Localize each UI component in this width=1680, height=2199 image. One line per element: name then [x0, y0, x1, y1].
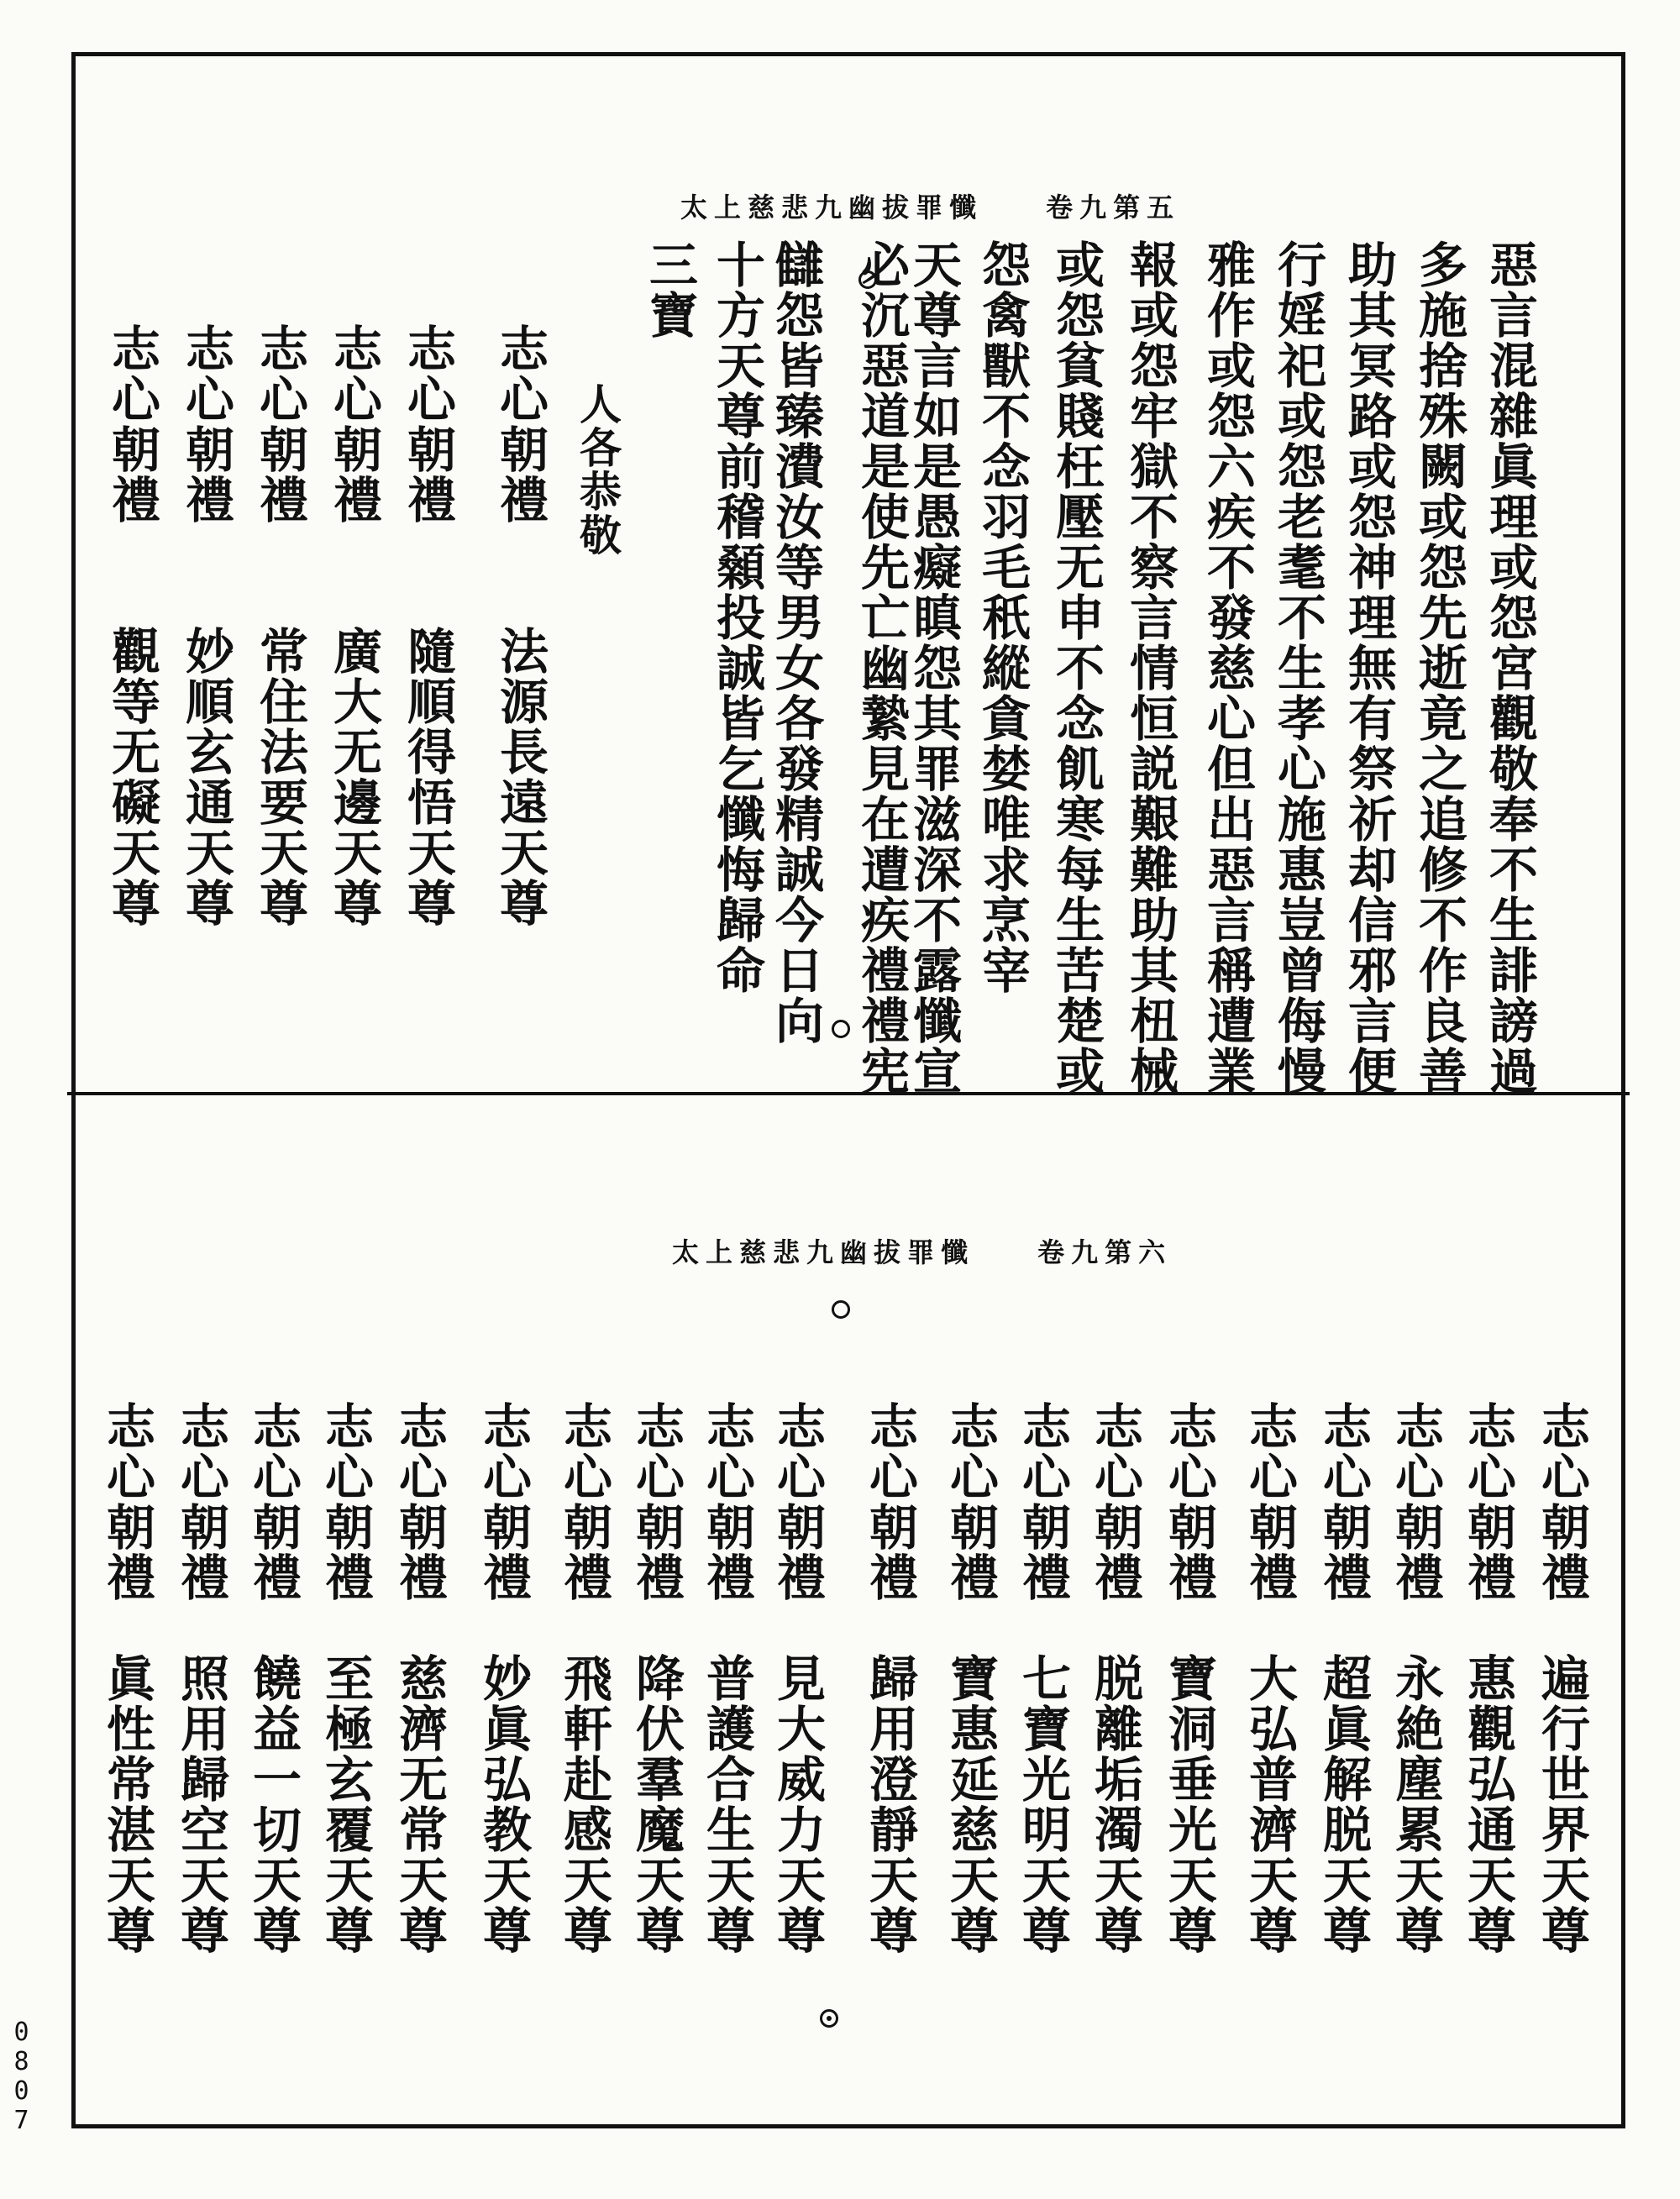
bottom-col-8: 志心朝禮 七寶光明天尊	[1014, 1401, 1071, 1955]
bottom-col-10: 志心朝禮 歸用澄靜天尊	[861, 1401, 918, 1955]
top-col-13: 三寶	[641, 239, 698, 340]
bottom-col-5: 志心朝禮 大弘普濟天尊	[1241, 1401, 1298, 1955]
circle-mark	[832, 1020, 850, 1038]
top-col-5: 雅作或怨六疾不發慈心但出惡言稱遭業	[1199, 239, 1256, 1096]
top-col-19: 志心朝禮 妙順玄通天尊	[177, 323, 234, 928]
bottom-col-2: 志心朝禮 惠觀弘通天尊	[1459, 1401, 1516, 1955]
top-col-16: 志心朝禮 隨順得悟天尊	[399, 323, 456, 928]
top-header-title: 太上慈悲九幽拔罪懺	[680, 192, 984, 223]
top-col-7: 或怨貧賤枉壓无申不念飢寒每生苦楚或	[1047, 239, 1105, 1096]
top-col-17: 志心朝禮 廣大无邊天尊	[325, 323, 382, 928]
top-col-10: 必沉惡道是使先亡幽縶見在遭疾禮禮宪	[853, 239, 910, 1096]
top-col-11: 讎怨皆臻㵒汝等男女各發精誠今日向	[767, 239, 824, 1046]
bottom-col-15: 志心朝禮 妙眞弘教天尊	[475, 1401, 532, 1955]
circle-mark	[820, 2009, 838, 2028]
bottom-col-14: 志心朝禮 飛軒赴感天尊	[555, 1401, 612, 1955]
bottom-col-16: 志心朝禮 慈濟无常天尊	[391, 1401, 448, 1955]
bottom-col-17: 志心朝禮 至極玄覆天尊	[317, 1401, 374, 1955]
top-col-6: 報或怨牢獄不察言情恒説艱難助其杻械	[1121, 239, 1179, 1096]
top-col-20: 志心朝禮 觀等无礙天尊	[103, 323, 160, 928]
bottom-header-title: 太上慈悲九幽拔罪懺	[672, 1236, 975, 1268]
top-col-14: 人各恭敬	[573, 382, 622, 557]
bottom-col-4: 志心朝禮 超眞解脱天尊	[1315, 1401, 1372, 1955]
bottom-col-3: 志心朝禮 永絶塵累天尊	[1387, 1401, 1444, 1955]
top-col-4: 行婬祀或怨老耄不生孝心施惠豈曾侮慢	[1269, 239, 1326, 1096]
bottom-col-18: 志心朝禮 饒益一切天尊	[244, 1401, 302, 1955]
bottom-col-11: 志心朝禮 見大威力天尊	[769, 1401, 826, 1955]
top-col-8: 怨禽獸不念羽毛秖縱貪婪唯求烹宰	[974, 239, 1031, 995]
bottom-header-volume: 卷九第六	[1037, 1236, 1173, 1268]
bottom-col-19: 志心朝禮 照用歸空天尊	[172, 1401, 229, 1955]
bottom-col-13: 志心朝禮 降伏羣魔天尊	[627, 1401, 685, 1955]
top-col-3: 助其冥路或怨神理無有祭祈却信邪言便	[1340, 239, 1397, 1096]
bottom-col-6: 志心朝禮 寶洞垂光天尊	[1160, 1401, 1217, 1955]
bottom-col-7: 志心朝禮 脱離垢濁天尊	[1086, 1401, 1143, 1955]
bottom-col-20: 志心朝禮 眞性常湛天尊	[98, 1401, 155, 1955]
top-header-volume: 卷九第五	[1046, 192, 1181, 223]
top-col-2: 多施捨殊闕或怨先逝竟之追修不作良善	[1410, 239, 1467, 1096]
folio-number: 0807	[7, 2018, 36, 2135]
circle-mark	[858, 270, 877, 289]
top-page-header	[680, 186, 1180, 225]
circle-mark	[832, 1300, 850, 1319]
top-col-1: 惡言混雜眞理或怨宮觀敬奉不生誹謗過	[1481, 239, 1538, 1096]
top-col-18: 志心朝禮 常住法要天尊	[251, 323, 308, 928]
bottom-col-9: 志心朝禮 寶惠延慈天尊	[942, 1401, 999, 1955]
bottom-col-12: 志心朝禮 普護合生天尊	[698, 1401, 755, 1955]
top-col-15: 志心朝禮 法源長遠天尊	[491, 323, 549, 928]
top-col-12: 十方天尊前稽顙投誠皆乞懺悔歸命	[708, 239, 765, 995]
top-col-9: 天尊言如是愚癡瞋怨其罪滋深不露懺宣	[905, 239, 962, 1096]
bottom-col-1: 志心朝禮 遍行世界天尊	[1533, 1401, 1590, 1955]
bottom-page-header	[672, 1231, 1172, 1270]
